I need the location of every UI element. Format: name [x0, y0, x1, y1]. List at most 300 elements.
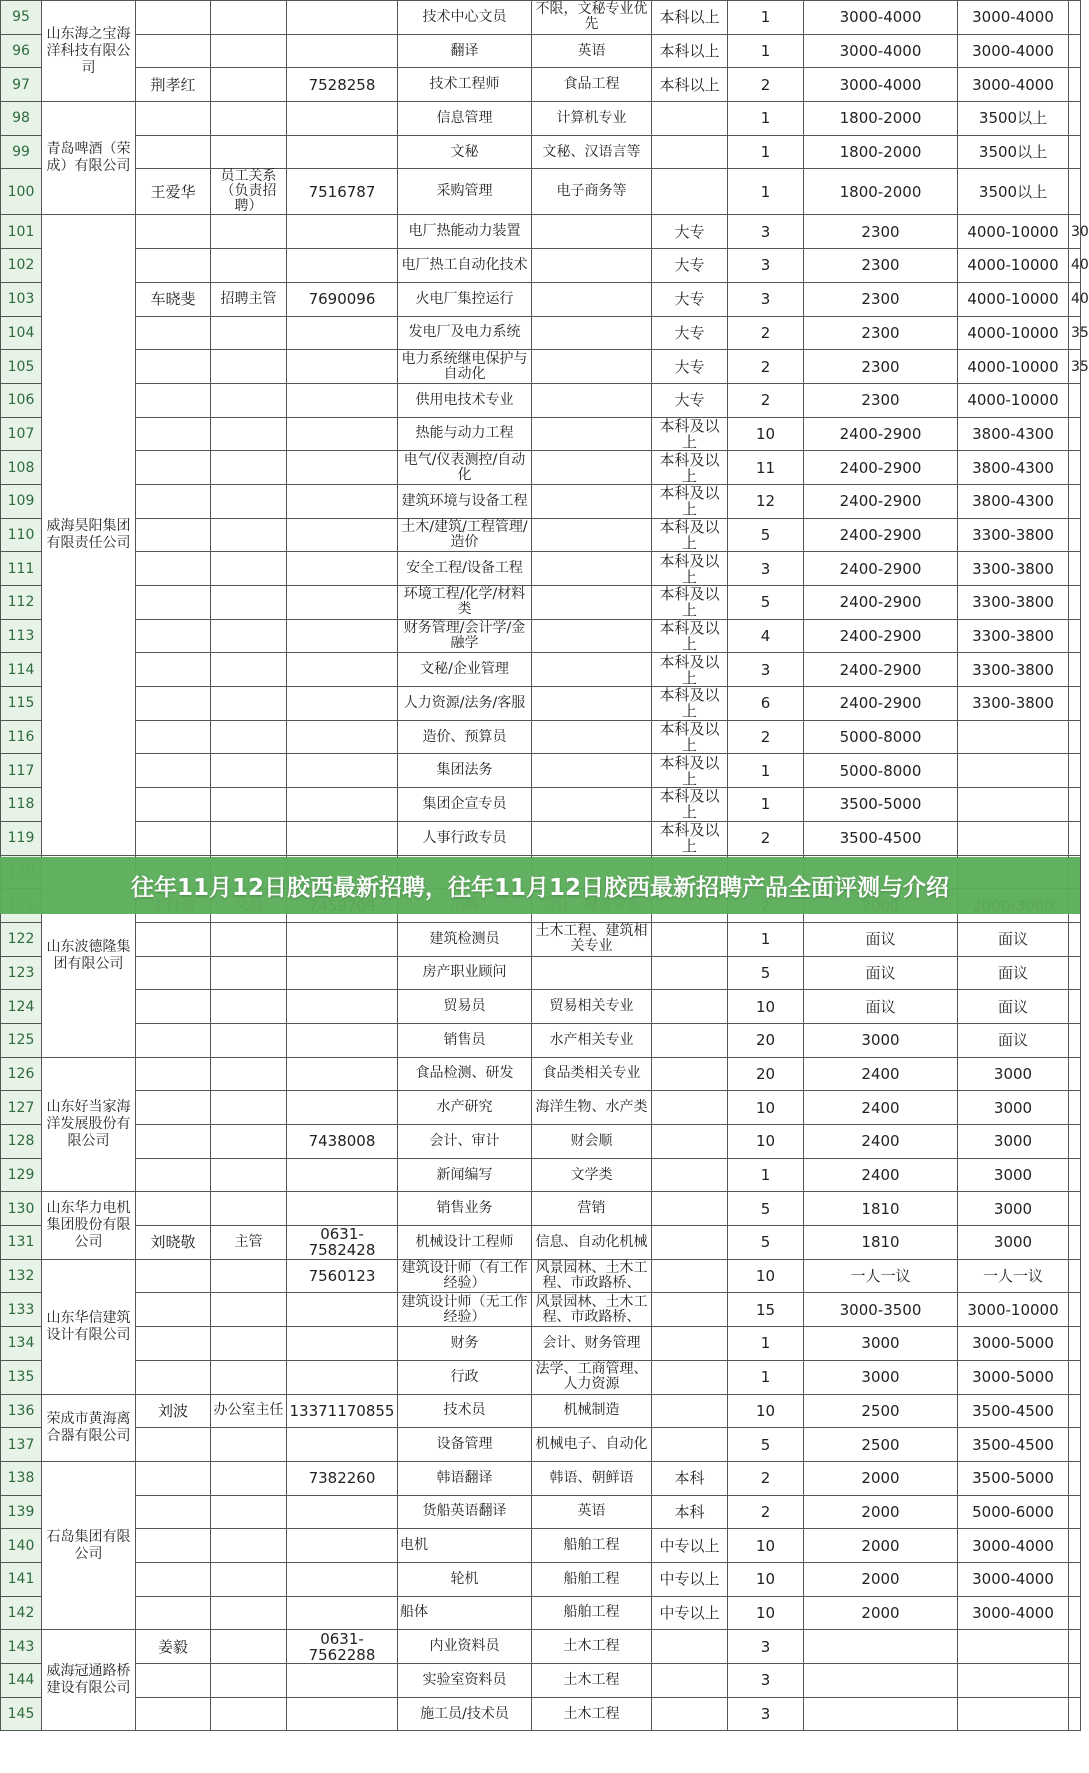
- extra-cell: [1069, 1327, 1081, 1361]
- major-cell: [532, 282, 652, 316]
- extra-cell: [1069, 1226, 1081, 1260]
- row-number: 128: [1, 1125, 42, 1159]
- phone-cell: 13371170855: [287, 1394, 398, 1428]
- regular-salary-cell: 3300-3800: [958, 687, 1069, 721]
- major-cell: 土木工程、建筑相关专业: [532, 922, 652, 956]
- position-cell: 销售员: [398, 1023, 532, 1057]
- education-cell: 大专: [652, 350, 728, 384]
- trial-salary-cell: 3000: [804, 1023, 958, 1057]
- major-cell: 电子商务等: [532, 169, 652, 215]
- regular-salary-cell: 面议: [958, 990, 1069, 1024]
- row-number: 107: [1, 417, 42, 451]
- table-row: [1, 1529, 1081, 1563]
- row-number: 138: [1, 1461, 42, 1495]
- count-cell: 2: [728, 821, 804, 855]
- count-cell: 10: [728, 1125, 804, 1159]
- education-cell: [652, 1023, 728, 1057]
- position-cell: 财务管理/会计学/金融学: [398, 619, 532, 653]
- count-cell: 3: [728, 282, 804, 316]
- position-cell: 电力系统继电保护与自动化: [398, 350, 532, 384]
- education-cell: [652, 135, 728, 169]
- education-cell: 本科: [652, 1495, 728, 1529]
- table-row: [1, 788, 1081, 822]
- count-cell: 3: [728, 1697, 804, 1731]
- table-row: [1, 1158, 1081, 1192]
- row-number: 119: [1, 821, 42, 855]
- regular-salary-cell: 面议: [958, 956, 1069, 990]
- major-cell: 土木工程: [532, 1664, 652, 1698]
- phone-cell: [287, 552, 398, 586]
- education-cell: [652, 990, 728, 1024]
- position-cell: 船体: [398, 1596, 532, 1630]
- major-cell: [532, 451, 652, 485]
- row-number: 96: [1, 34, 42, 68]
- table-row: [1, 552, 1081, 586]
- regular-salary-cell: 3000-4000: [958, 34, 1069, 68]
- contact-cell: [136, 350, 211, 384]
- title-cell: [211, 1192, 287, 1226]
- title-cell: [211, 383, 287, 417]
- title-cell: [211, 1664, 287, 1698]
- education-cell: 本科: [652, 1461, 728, 1495]
- position-cell: 销售业务: [398, 1192, 532, 1226]
- contact-cell: [136, 417, 211, 451]
- row-number: 112: [1, 586, 42, 620]
- regular-salary-cell: 4000-10000: [958, 215, 1069, 249]
- education-cell: 大专: [652, 215, 728, 249]
- phone-cell: [287, 619, 398, 653]
- title-cell: [211, 1158, 287, 1192]
- trial-salary-cell: 2000: [804, 1562, 958, 1596]
- table-row: [1, 1293, 1081, 1327]
- education-cell: [652, 1697, 728, 1731]
- major-cell: 机械制造: [532, 1394, 652, 1428]
- contact-cell: 姜毅: [136, 1630, 211, 1664]
- trial-salary-cell: 2400: [804, 1125, 958, 1159]
- position-cell: 财务: [398, 1327, 532, 1361]
- position-cell: 内业资料员: [398, 1630, 532, 1664]
- row-number: 122: [1, 922, 42, 956]
- trial-salary-cell: 2400-2900: [804, 687, 958, 721]
- extra-cell: [1069, 135, 1081, 169]
- count-cell: 1: [728, 788, 804, 822]
- count-cell: 5: [728, 518, 804, 552]
- extra-cell: [1069, 518, 1081, 552]
- position-cell: 建筑环境与设备工程: [398, 484, 532, 518]
- extra-cell: [1069, 1630, 1081, 1664]
- trial-salary-cell: [804, 1697, 958, 1731]
- title-cell: [211, 1630, 287, 1664]
- row-number: 101: [1, 215, 42, 249]
- trial-salary-cell: 2400-2900: [804, 518, 958, 552]
- phone-cell: 7528258: [287, 68, 398, 102]
- extra-cell: [1069, 417, 1081, 451]
- count-cell: 2: [728, 720, 804, 754]
- position-cell: 电厂热能动力装置: [398, 215, 532, 249]
- regular-salary-cell: 3300-3800: [958, 552, 1069, 586]
- title-cell: [211, 1461, 287, 1495]
- table-row: [1, 316, 1081, 350]
- contact-cell: 荆孝红: [136, 68, 211, 102]
- title-cell: [211, 720, 287, 754]
- count-cell: 10: [728, 417, 804, 451]
- extra-cell: [1069, 1461, 1081, 1495]
- education-cell: 本科及以上: [652, 518, 728, 552]
- company-cell: 威海昊阳集团有限责任公司: [42, 215, 136, 855]
- major-cell: [532, 687, 652, 721]
- education-cell: [652, 1428, 728, 1462]
- title-cell: [211, 215, 287, 249]
- row-number: 133: [1, 1293, 42, 1327]
- count-cell: 15: [728, 1293, 804, 1327]
- education-cell: 中专以上: [652, 1596, 728, 1630]
- position-cell: 火电厂集控运行: [398, 282, 532, 316]
- row-number: 141: [1, 1562, 42, 1596]
- phone-cell: [287, 1697, 398, 1731]
- phone-cell: [287, 1293, 398, 1327]
- company-cell: 山东华信建筑设计有限公司: [42, 1259, 136, 1394]
- row-number: 111: [1, 552, 42, 586]
- row-number: 143: [1, 1630, 42, 1664]
- contact-cell: [136, 1259, 211, 1293]
- count-cell: 5: [728, 1192, 804, 1226]
- education-cell: 大专: [652, 249, 728, 283]
- trial-salary-cell: 1810: [804, 1226, 958, 1260]
- extra-cell: [1069, 383, 1081, 417]
- extra-cell: [1069, 451, 1081, 485]
- row-number: 99: [1, 135, 42, 169]
- contact-cell: [136, 484, 211, 518]
- regular-salary-cell: 3000: [958, 1091, 1069, 1125]
- row-number: 116: [1, 720, 42, 754]
- row-number: 144: [1, 1664, 42, 1698]
- major-cell: 信息、自动化机械: [532, 1226, 652, 1260]
- regular-salary-cell: 4000-10000: [958, 282, 1069, 316]
- table-row: [1, 34, 1081, 68]
- trial-salary-cell: 3000-4000: [804, 34, 958, 68]
- position-cell: 贸易员: [398, 990, 532, 1024]
- extra-cell: [1069, 990, 1081, 1024]
- row-number: 125: [1, 1023, 42, 1057]
- contact-cell: [136, 383, 211, 417]
- table-row: [1, 754, 1081, 788]
- major-cell: 机械电子、自动化: [532, 1428, 652, 1462]
- extra-cell: [1069, 922, 1081, 956]
- trial-salary-cell: 3000: [804, 1360, 958, 1394]
- regular-salary-cell: 3000-10000: [958, 1293, 1069, 1327]
- row-number: 113: [1, 619, 42, 653]
- position-cell: 技术中心文员: [398, 1, 532, 35]
- extra-cell: [1069, 821, 1081, 855]
- row-number: 140: [1, 1529, 42, 1563]
- phone-cell: [287, 451, 398, 485]
- regular-salary-cell: 3500以上: [958, 169, 1069, 215]
- count-cell: 1: [728, 169, 804, 215]
- phone-cell: [287, 990, 398, 1024]
- count-cell: 5: [728, 586, 804, 620]
- contact-cell: [136, 1293, 211, 1327]
- table-row: [1, 1495, 1081, 1529]
- extra-cell: 35: [1069, 350, 1081, 384]
- trial-salary-cell: 2400: [804, 1057, 958, 1091]
- major-cell: [532, 586, 652, 620]
- position-cell: 信息管理: [398, 102, 532, 136]
- major-cell: [532, 484, 652, 518]
- row-number: 145: [1, 1697, 42, 1731]
- table-row: [1, 135, 1081, 169]
- phone-cell: [287, 1664, 398, 1698]
- position-cell: 机械设计工程师: [398, 1226, 532, 1260]
- position-cell: 集团法务: [398, 754, 532, 788]
- position-cell: 食品检测、研发: [398, 1057, 532, 1091]
- phone-cell: [287, 484, 398, 518]
- contact-cell: [136, 990, 211, 1024]
- contact-cell: [136, 135, 211, 169]
- phone-cell: [287, 1495, 398, 1529]
- education-cell: [652, 169, 728, 215]
- count-cell: 5: [728, 1226, 804, 1260]
- contact-cell: [136, 788, 211, 822]
- count-cell: 6: [728, 687, 804, 721]
- row-number: 103: [1, 282, 42, 316]
- title-cell: [211, 518, 287, 552]
- position-cell: 人事行政专员: [398, 821, 532, 855]
- contact-cell: 车晓斐: [136, 282, 211, 316]
- extra-cell: [1069, 586, 1081, 620]
- phone-cell: [287, 956, 398, 990]
- position-cell: 电厂热工自动化技术: [398, 249, 532, 283]
- table-row: [1, 1697, 1081, 1731]
- education-cell: [652, 1226, 728, 1260]
- education-cell: 本科及以上: [652, 552, 728, 586]
- count-cell: 3: [728, 215, 804, 249]
- title-cell: [211, 484, 287, 518]
- extra-cell: [1069, 1259, 1081, 1293]
- title-cell: [211, 1125, 287, 1159]
- title-cell: [211, 922, 287, 956]
- trial-salary-cell: 2300: [804, 316, 958, 350]
- table-row: [1, 1428, 1081, 1462]
- table-row: [1, 1630, 1081, 1664]
- trial-salary-cell: 2500: [804, 1394, 958, 1428]
- trial-salary-cell: 一人一议: [804, 1259, 958, 1293]
- trial-salary-cell: 2000: [804, 1596, 958, 1630]
- trial-salary-cell: 5000-8000: [804, 720, 958, 754]
- trial-salary-cell: 2400: [804, 1091, 958, 1125]
- count-cell: 1: [728, 102, 804, 136]
- major-cell: [532, 215, 652, 249]
- row-number: 137: [1, 1428, 42, 1462]
- education-cell: [652, 1327, 728, 1361]
- education-cell: [652, 1394, 728, 1428]
- education-cell: [652, 102, 728, 136]
- table-row: [1, 1091, 1081, 1125]
- phone-cell: [287, 135, 398, 169]
- contact-cell: [136, 451, 211, 485]
- education-cell: 本科及以上: [652, 451, 728, 485]
- major-cell: [532, 720, 652, 754]
- row-number: 124: [1, 990, 42, 1024]
- phone-cell: [287, 922, 398, 956]
- extra-cell: [1069, 619, 1081, 653]
- table-row: [1, 518, 1081, 552]
- extra-cell: [1069, 754, 1081, 788]
- phone-cell: [287, 821, 398, 855]
- extra-cell: [1069, 653, 1081, 687]
- regular-salary-cell: 4000-10000: [958, 316, 1069, 350]
- table-row: [1, 68, 1081, 102]
- phone-cell: [287, 249, 398, 283]
- title-cell: [211, 552, 287, 586]
- table-row: [1, 1327, 1081, 1361]
- major-cell: 海洋生物、水产类: [532, 1091, 652, 1125]
- phone-cell: 0631-7562288: [287, 1630, 398, 1664]
- regular-salary-cell: 面议: [958, 922, 1069, 956]
- title-banner: [0, 857, 1080, 914]
- trial-salary-cell: 3500-4500: [804, 821, 958, 855]
- title-cell: [211, 1495, 287, 1529]
- contact-cell: [136, 956, 211, 990]
- count-cell: 5: [728, 956, 804, 990]
- row-number: 130: [1, 1192, 42, 1226]
- company-cell: 青岛啤酒（荣成）有限公司: [42, 102, 136, 215]
- count-cell: 1: [728, 1, 804, 35]
- count-cell: 4: [728, 619, 804, 653]
- regular-salary-cell: 3000: [958, 1057, 1069, 1091]
- row-number: 126: [1, 1057, 42, 1091]
- contact-cell: [136, 1327, 211, 1361]
- education-cell: 本科及以上: [652, 619, 728, 653]
- regular-salary-cell: 3000: [958, 1158, 1069, 1192]
- regular-salary-cell: 3500以上: [958, 135, 1069, 169]
- position-cell: 供用电技术专业: [398, 383, 532, 417]
- contact-cell: [136, 1192, 211, 1226]
- table-row: [1, 169, 1081, 215]
- education-cell: [652, 956, 728, 990]
- position-cell: 集团企宣专员: [398, 788, 532, 822]
- major-cell: [532, 316, 652, 350]
- contact-cell: [136, 102, 211, 136]
- trial-salary-cell: 2400-2900: [804, 552, 958, 586]
- row-number: 134: [1, 1327, 42, 1361]
- title-cell: [211, 1091, 287, 1125]
- education-cell: [652, 1664, 728, 1698]
- table-row: [1, 990, 1081, 1024]
- contact-cell: [136, 1360, 211, 1394]
- company-cell: 山东华力电机集团股份有限公司: [42, 1192, 136, 1259]
- regular-salary-cell: [958, 754, 1069, 788]
- major-cell: 英语: [532, 34, 652, 68]
- regular-salary-cell: 3300-3800: [958, 586, 1069, 620]
- major-cell: [532, 383, 652, 417]
- title-cell: [211, 1259, 287, 1293]
- contact-cell: [136, 1057, 211, 1091]
- extra-cell: [1069, 1, 1081, 35]
- contact-cell: 刘波: [136, 1394, 211, 1428]
- major-cell: [532, 249, 652, 283]
- regular-salary-cell: 3000-4000: [958, 1596, 1069, 1630]
- phone-cell: [287, 1596, 398, 1630]
- extra-cell: [1069, 552, 1081, 586]
- trial-salary-cell: [804, 1664, 958, 1698]
- major-cell: 风景园林、土木工程、市政路桥、: [532, 1293, 652, 1327]
- major-cell: 计算机专业: [532, 102, 652, 136]
- trial-salary-cell: 1800-2000: [804, 135, 958, 169]
- major-cell: 英语: [532, 1495, 652, 1529]
- phone-cell: 0631-7582428: [287, 1226, 398, 1260]
- trial-salary-cell: 2300: [804, 350, 958, 384]
- title-cell: [211, 1293, 287, 1327]
- major-cell: 水产相关专业: [532, 1023, 652, 1057]
- position-cell: 建筑设计师（无工作经验）: [398, 1293, 532, 1327]
- phone-cell: [287, 653, 398, 687]
- count-cell: 1: [728, 922, 804, 956]
- phone-cell: [287, 720, 398, 754]
- position-cell: 电气/仪表测控/自动化: [398, 451, 532, 485]
- table-row: [1, 653, 1081, 687]
- phone-cell: [287, 1023, 398, 1057]
- position-cell: 安全工程/设备工程: [398, 552, 532, 586]
- position-cell: 水产研究: [398, 1091, 532, 1125]
- phone-cell: [287, 687, 398, 721]
- education-cell: [652, 922, 728, 956]
- table-row: [1, 417, 1081, 451]
- major-cell: [532, 788, 652, 822]
- education-cell: 中专以上: [652, 1562, 728, 1596]
- extra-cell: [1069, 687, 1081, 721]
- title-cell: [211, 687, 287, 721]
- extra-cell: [1069, 1293, 1081, 1327]
- major-cell: [532, 754, 652, 788]
- count-cell: 10: [728, 1562, 804, 1596]
- phone-cell: [287, 350, 398, 384]
- education-cell: [652, 1091, 728, 1125]
- row-number: 102: [1, 249, 42, 283]
- trial-salary-cell: 3000-3500: [804, 1293, 958, 1327]
- trial-salary-cell: 2000: [804, 1495, 958, 1529]
- trial-salary-cell: [804, 1630, 958, 1664]
- title-cell: [211, 417, 287, 451]
- row-number: 109: [1, 484, 42, 518]
- table-row: [1, 720, 1081, 754]
- extra-cell: [1069, 1562, 1081, 1596]
- major-cell: 法学、工商管理、人力资源: [532, 1360, 652, 1394]
- education-cell: 本科及以上: [652, 653, 728, 687]
- regular-salary-cell: 5000-6000: [958, 1495, 1069, 1529]
- contact-cell: [136, 1529, 211, 1563]
- title-cell: [211, 1697, 287, 1731]
- phone-cell: [287, 1428, 398, 1462]
- education-cell: 本科以上: [652, 34, 728, 68]
- major-cell: [532, 956, 652, 990]
- trial-salary-cell: 2400-2900: [804, 417, 958, 451]
- extra-cell: [1069, 1596, 1081, 1630]
- row-number: 106: [1, 383, 42, 417]
- table-row: [1, 1596, 1081, 1630]
- contact-cell: [136, 316, 211, 350]
- row-number: 135: [1, 1360, 42, 1394]
- major-cell: 会计、财务管理: [532, 1327, 652, 1361]
- regular-salary-cell: 3000-4000: [958, 1529, 1069, 1563]
- row-number: 115: [1, 687, 42, 721]
- contact-cell: [136, 653, 211, 687]
- trial-salary-cell: 2300: [804, 282, 958, 316]
- trial-salary-cell: 5000-8000: [804, 754, 958, 788]
- extra-cell: 35: [1069, 316, 1081, 350]
- title-cell: [211, 1057, 287, 1091]
- contact-cell: 王爱华: [136, 169, 211, 215]
- contact-cell: [136, 754, 211, 788]
